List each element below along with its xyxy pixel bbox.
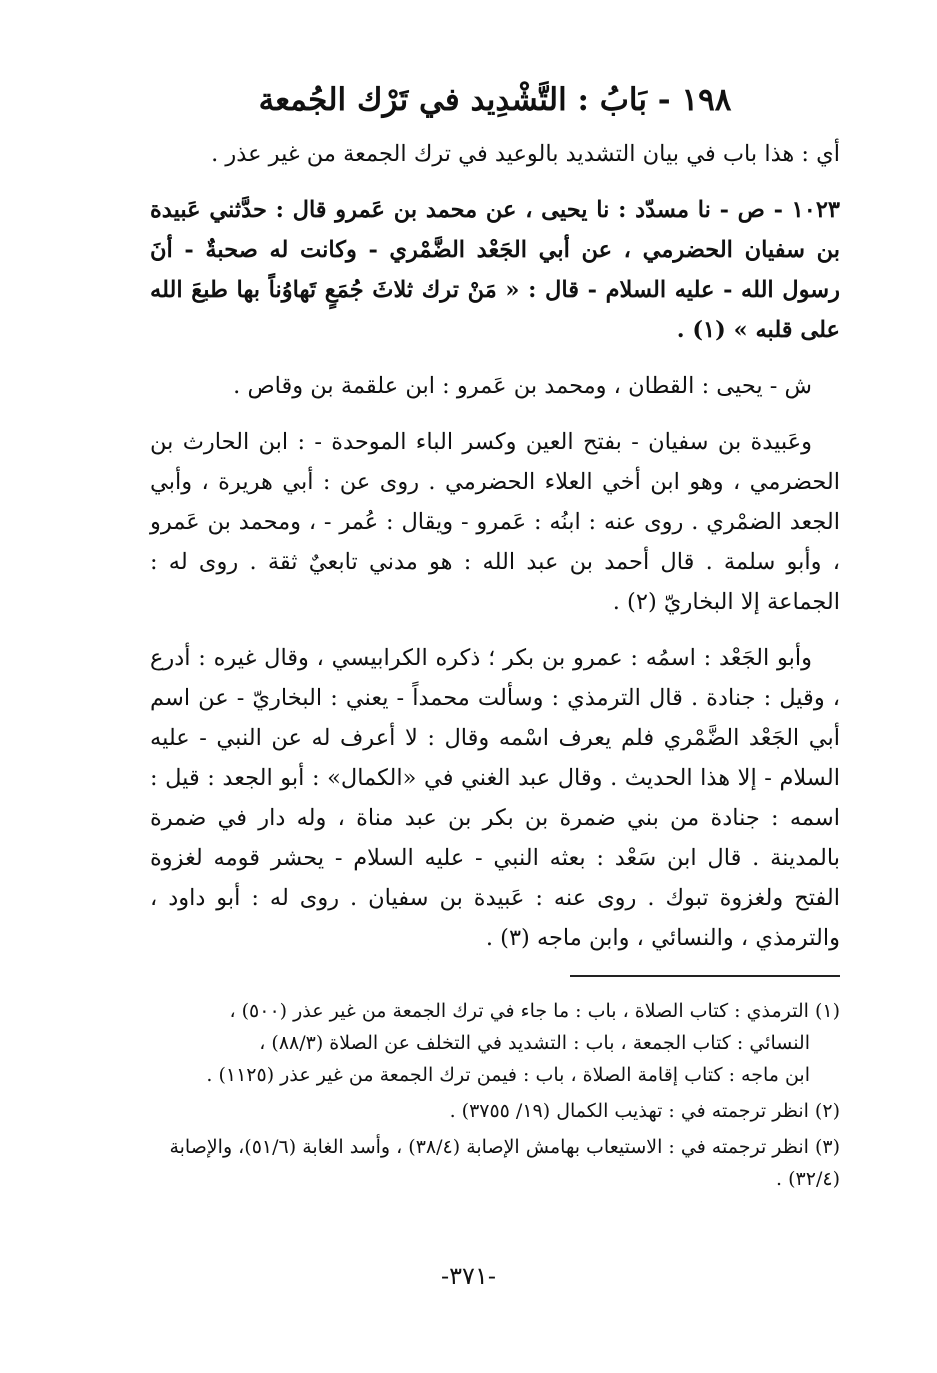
abuljad-paragraph: وأبو الجَعْد : اسمُه : عمرو بن بكر ؛ ذكره الكرابيسي ، وقال غيره : أدرع ، وقيل : جنادة . قال الترمذي : وسألت محمداً - يعني : البخاريّ - عن اسم أبي الجَعْد الضَّمْري فلم يعرف اسْمه وقال : لا أعرف له عن النبي - عليه السلام - إلا هذا الحديث . وقال عبد الغني في «الكمال» : أبو الجعد : قيل : اسمه : جنادة من بني ضمرة بن بكر بن عبد مناة ، وله دار في ضمرة بالمدينة . قال ابن سَعْد : بعثه النبي - عليه السلام - يحشر قومه لغزوة الفتح ولغزوة تبوك . روى عنه : عَبيدة بن سفيان . روى له : أبو داود ، والترمذي ، والنسائي ، وابن ماجه (٣) .: [150, 645, 840, 952]
footnote-line: (٢) انظر ترجمته في : تهذيب الكمال (١٩/ ٣٧٥٥) .: [449, 1100, 840, 1122]
page-number: -٣٧١-: [441, 1262, 496, 1290]
footnote-divider-wrap: [150, 975, 840, 977]
footnote-2: [150, 1095, 840, 1127]
ubayda-paragraph: وعَبيدة بن سفيان - بفتح العين وكسر الباء الموحدة - : ابن الحارث بن الحضرمي ، وهو ابن أخي العلاء الحضرمي . روى عن : أبي هريرة ، وأبي الجعد الضمْري . روى عنه : ابنُه : عَمرو - ويقال : عُمر - ، ومحمد بن عَمرو ، وأبو سلمة . قال أحمد بن عبد الله : هو مدني تابعيٌ ثقة . روى له : الجماعة إلا البخاريّ (٢) .: [150, 429, 840, 616]
footnote-1: [150, 995, 840, 1091]
sharh-paragraph: ش - يحيى : القطان ، ومحمد بن عَمرو : ابن علقمة بن وقاص .: [233, 373, 812, 400]
footnote-3: [150, 1131, 840, 1195]
footnotes: [150, 995, 840, 1199]
chapter-title: ١٩٨ - بَابُ : التَّشْدِيد في تَرْك الجُمعة: [258, 82, 732, 118]
page-body: [150, 70, 840, 974]
intro-paragraph: أي : هذا باب في بيان التشديد بالوعيد في ترك الجمعة من غير عذر .: [211, 141, 840, 168]
footnote-line: ابن ماجه : كتاب إقامة الصلاة ، باب : فيمن ترك الجمعة من غير عذر (١١٢٥) .: [206, 1064, 810, 1086]
hadith-text: ١٠٢٣ - ص - نا مسدّد : نا يحيى ، عن محمد بن عَمرو قال : حدَّثني عَبيدة بن سفيان الحضرمي ، عن أبي الجَعْد الضَّمْري - وكانت له صحبةٌ - أنَ رسول الله - عليه السلام - قال : « مَنْ ترك ثلاثَ جُمَعٍ تَهاوُناً بها طبعَ الله على قلبه » (١) .: [150, 197, 840, 344]
footnote-line: (١) الترمذي : كتاب الصلاة ، باب : ما جاء في ترك الجمعة من غير عذر (٥٠٠) ،: [229, 1000, 840, 1022]
footnote-divider: [570, 975, 840, 977]
footnote-line: النسائي : كتاب الجمعة ، باب : التشديد في التخلف عن الصلاة (٨٨/٣) ،: [259, 1032, 810, 1054]
footnote-line: (٣) انظر ترجمته في : الاستيعاب بهامش الإصابة (٣٨/٤) ، وأسد الغابة (٥١/٦)، والإصابة (٣٢/٤) .: [169, 1136, 840, 1190]
